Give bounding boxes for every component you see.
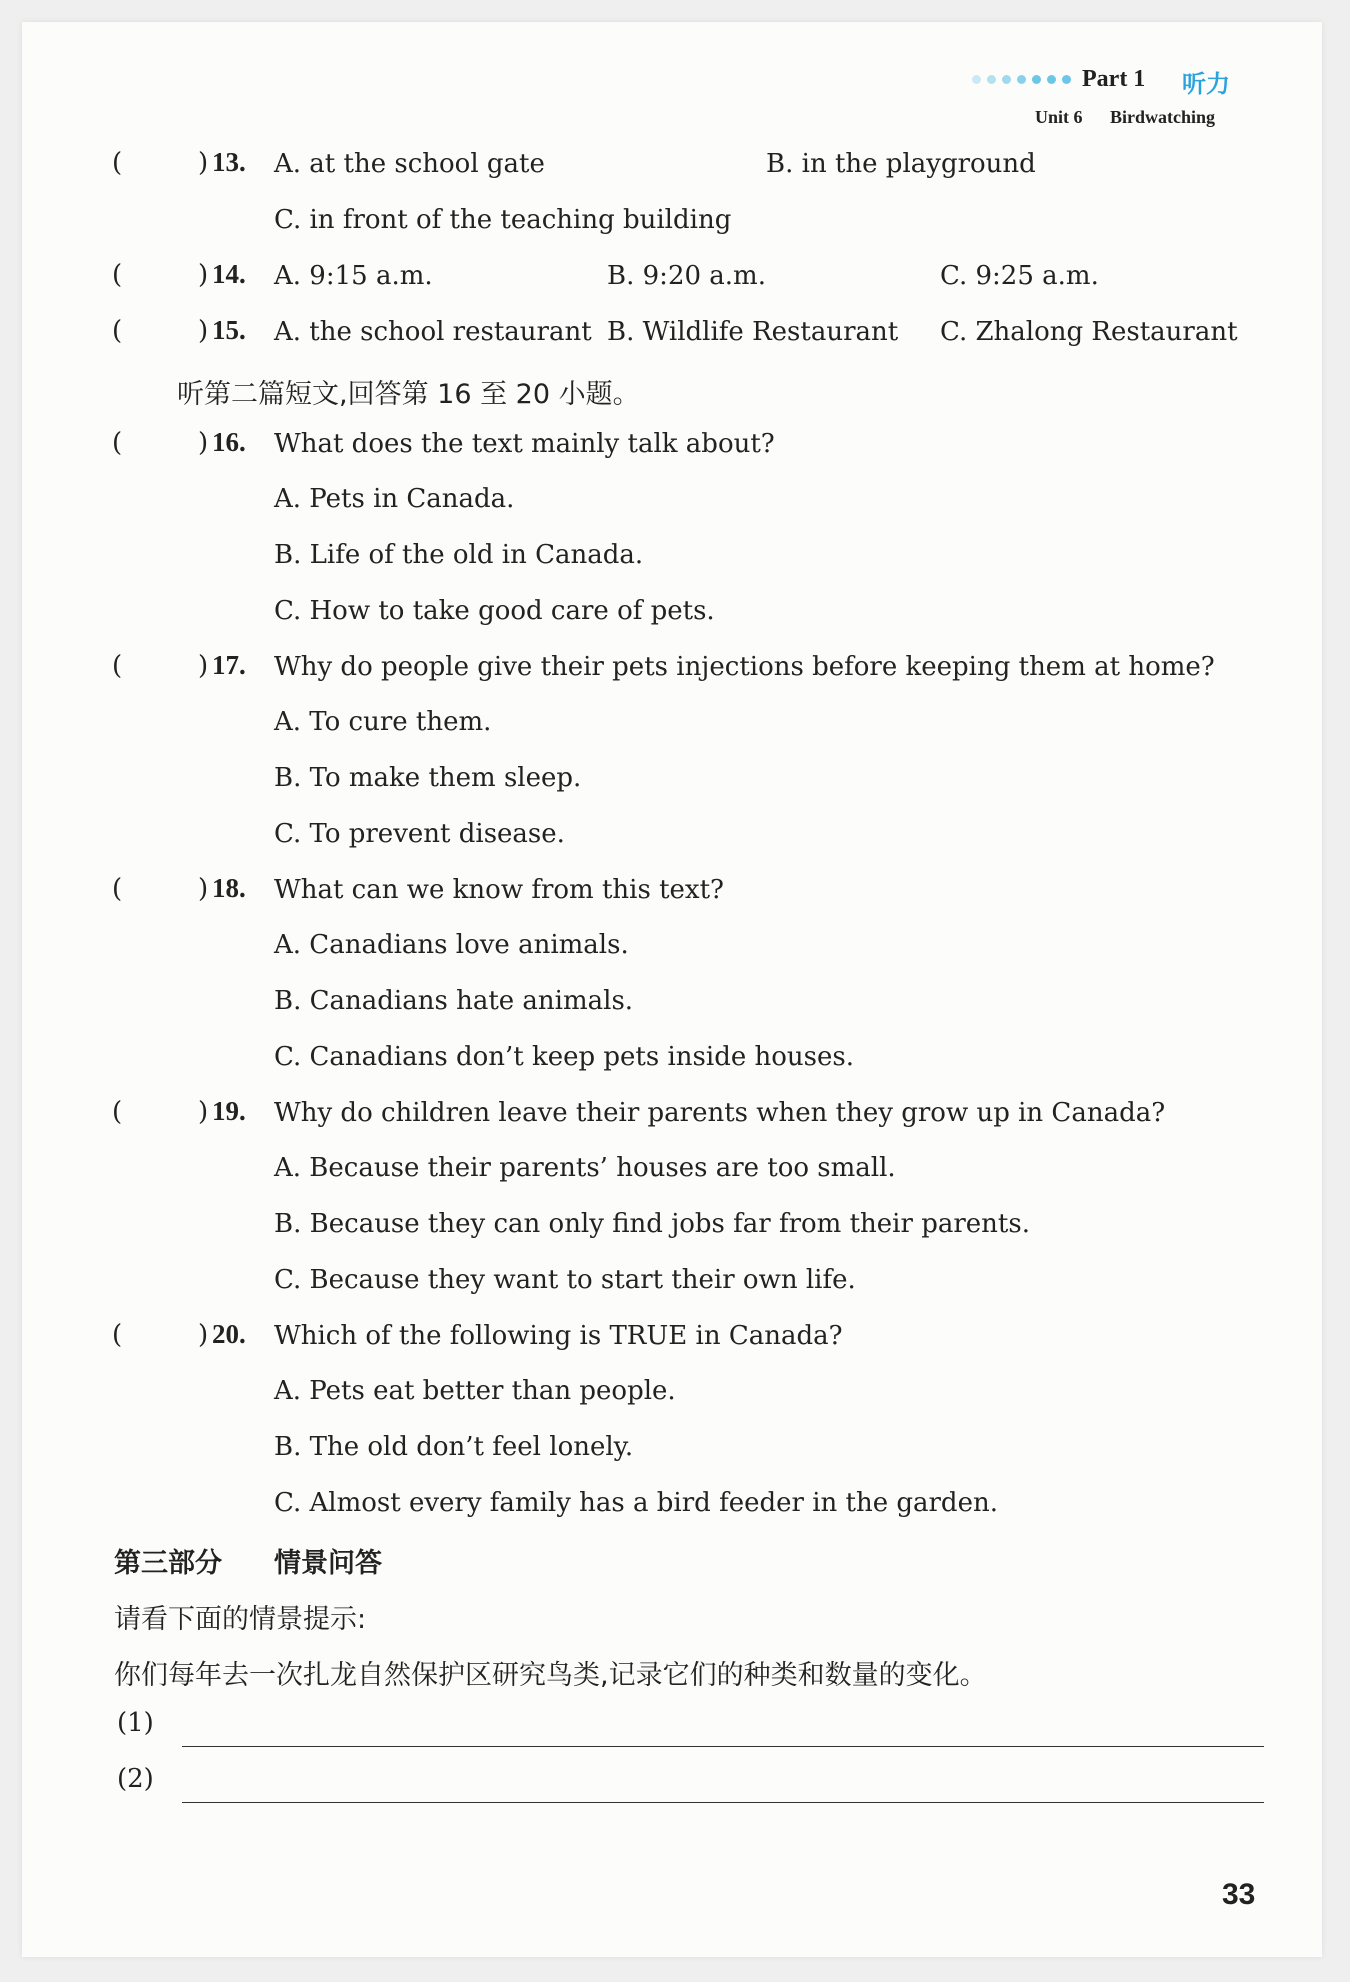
answer-paren-open[interactable]: ( <box>112 1320 123 1350</box>
option-a: A. the school restaurant <box>274 317 592 347</box>
question-number: 13. <box>212 147 246 177</box>
part-3-heading: 第三部分 <box>114 1548 222 1579</box>
option-c: C. Almost every family has a bird feeder in the garden. <box>274 1488 998 1518</box>
answer-blank-1-line[interactable] <box>182 1746 1264 1747</box>
option-c: C. To prevent disease. <box>274 819 565 849</box>
answer-paren-close: ) <box>198 316 209 346</box>
header-part-label: Part 1 <box>1082 66 1146 92</box>
question-stem: Which of the following is TRUE in Canada? <box>274 1321 843 1351</box>
header-dots-decoration <box>972 75 1071 84</box>
option-b: B. Canadians hate animals. <box>274 986 634 1016</box>
option-c: C. Zhalong Restaurant <box>940 317 1238 347</box>
answer-blank-1-label: (1) <box>117 1708 154 1738</box>
page-number: 33 <box>1222 1878 1256 1911</box>
header-unit-number: Unit 6 <box>1035 107 1083 127</box>
question-number: 14. <box>212 259 246 289</box>
option-c: C. Canadians don’t keep pets inside houses. <box>274 1042 854 1072</box>
answer-paren-close: ) <box>198 1320 209 1350</box>
question-number: 19. <box>212 1096 246 1126</box>
question-number: 17. <box>212 650 246 680</box>
question-stem: Why do people give their pets injections before keeping them at home? <box>274 652 1215 682</box>
question-stem: What can we know from this text? <box>274 875 724 905</box>
question-stem: What does the text mainly talk about? <box>274 429 775 459</box>
question-number: 18. <box>212 873 246 903</box>
option-b: B. Because they can only find jobs far from their parents. <box>274 1209 1030 1239</box>
answer-paren-close: ) <box>198 1097 209 1127</box>
header-unit-title: Birdwatching <box>1110 107 1216 127</box>
option-b: B. Life of the old in Canada. <box>274 540 644 570</box>
part-3-scenario: 你们每年去一次扎龙自然保护区研究鸟类,记录它们的种类和数量的变化。 <box>114 1660 987 1691</box>
answer-paren-open[interactable]: ( <box>112 1097 123 1127</box>
option-a: A. Canadians love animals. <box>274 930 629 960</box>
option-a: A. Because their parents’ houses are too small. <box>274 1153 896 1183</box>
answer-blank-2-line[interactable] <box>182 1802 1264 1803</box>
option-b: B. in the playground <box>766 149 1036 179</box>
answer-paren-close: ) <box>198 874 209 904</box>
answer-paren-close: ) <box>198 260 209 290</box>
question-stem: Why do children leave their parents when they grow up in Canada? <box>274 1098 1166 1128</box>
answer-paren-close: ) <box>198 428 209 458</box>
header-section-title: 听力 <box>1182 70 1230 98</box>
option-a: A. Pets in Canada. <box>274 484 515 514</box>
part-3-prompt-intro: 请看下面的情景提示: <box>114 1604 367 1635</box>
passage-2-instruction: 听第二篇短文,回答第 16 至 20 小题。 <box>177 379 640 410</box>
question-number: 15. <box>212 315 246 345</box>
option-a: A. 9:15 a.m. <box>274 261 433 291</box>
option-b: B. To make them sleep. <box>274 763 582 793</box>
option-a: A. Pets eat better than people. <box>274 1376 676 1406</box>
answer-paren-open[interactable]: ( <box>112 316 123 346</box>
answer-paren-open[interactable]: ( <box>112 651 123 681</box>
worksheet-page <box>22 22 1322 1957</box>
option-c: C. in front of the teaching building <box>274 205 732 235</box>
option-c: C. How to take good care of pets. <box>274 596 715 626</box>
answer-paren-close: ) <box>198 651 209 681</box>
option-a: A. at the school gate <box>274 149 545 179</box>
question-number: 16. <box>212 427 246 457</box>
part-3-heading-name: 情景问答 <box>274 1548 382 1579</box>
option-c: C. 9:25 a.m. <box>940 261 1099 291</box>
answer-paren-open[interactable]: ( <box>112 260 123 290</box>
answer-paren-open[interactable]: ( <box>112 874 123 904</box>
answer-paren-open[interactable]: ( <box>112 148 123 178</box>
option-b: B. 9:20 a.m. <box>607 261 766 291</box>
option-a: A. To cure them. <box>274 707 492 737</box>
answer-paren-open[interactable]: ( <box>112 428 123 458</box>
answer-paren-close: ) <box>198 148 209 178</box>
option-c: C. Because they want to start their own life. <box>274 1265 856 1295</box>
option-b: B. The old don’t feel lonely. <box>274 1432 634 1462</box>
option-b: B. Wildlife Restaurant <box>607 317 899 347</box>
question-number: 20. <box>212 1319 246 1349</box>
answer-blank-2-label: (2) <box>117 1764 154 1794</box>
